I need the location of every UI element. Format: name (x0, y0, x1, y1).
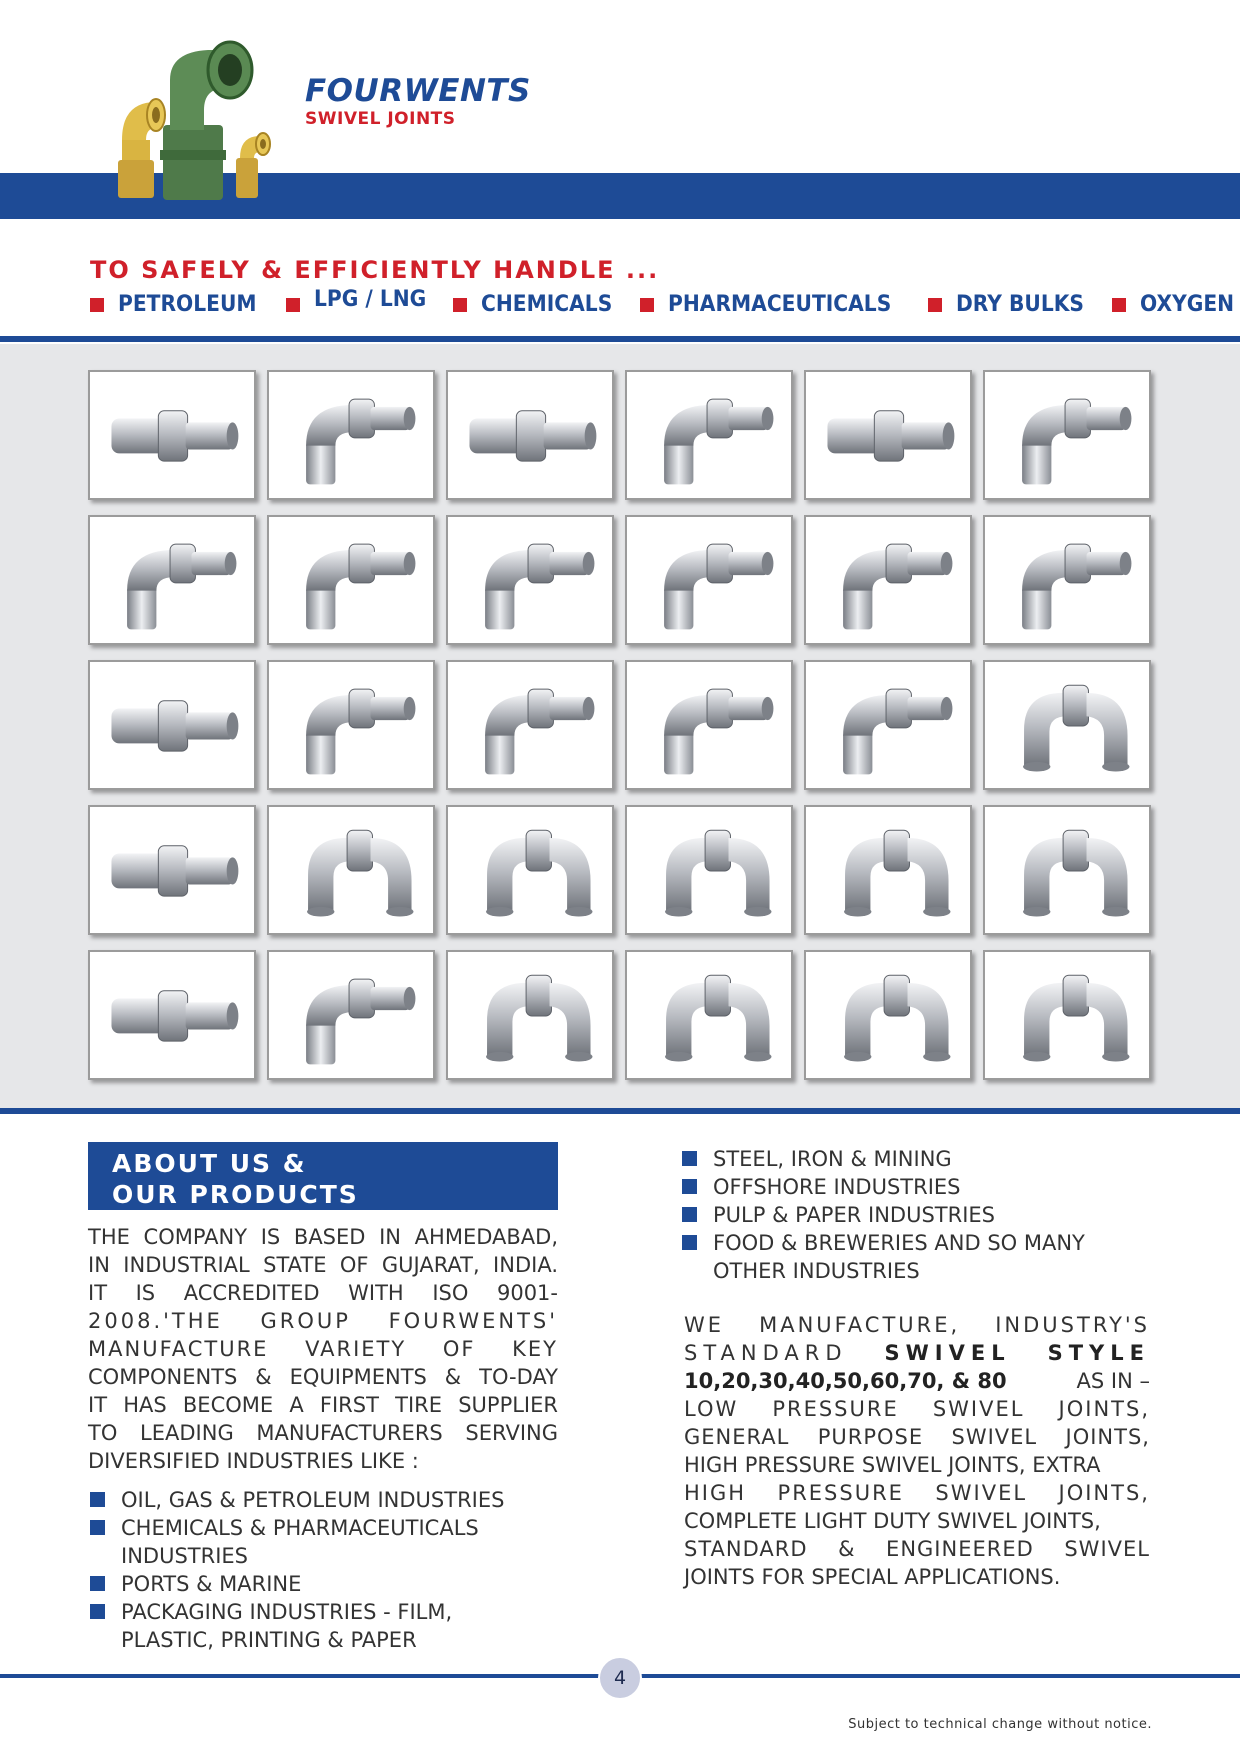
swivel-joint-image (806, 807, 970, 933)
bullet-square-icon (640, 298, 654, 312)
brand-subtitle: SWIVEL JOINTS (305, 109, 456, 129)
material-item: DRY BULKS (928, 292, 1095, 317)
product-thumbnail (88, 660, 256, 790)
product-thumbnail (267, 370, 435, 500)
material-item: PHARMACEUTICALS (640, 292, 911, 317)
product-thumbnail (983, 370, 1151, 500)
swivel-joint-image (627, 807, 791, 933)
bullet-square-icon (90, 1520, 105, 1535)
swivel-joint-image (985, 372, 1149, 498)
product-thumbnail (446, 805, 614, 935)
list-item: PULP & PAPER INDUSTRIES (682, 1201, 1152, 1229)
swivel-joint-image (985, 807, 1149, 933)
swivel-joint-image (627, 372, 791, 498)
product-thumbnail (446, 370, 614, 500)
page-number: 4 (598, 1656, 642, 1700)
about-title-line: OUR PRODUCTS (112, 1180, 359, 1209)
swivel-joint-image (269, 372, 433, 498)
swivel-joint-image (806, 517, 970, 643)
bullet-square-icon (682, 1151, 697, 1166)
product-thumbnail (983, 515, 1151, 645)
swivel-joint-image (806, 372, 970, 498)
bullet-square-icon (286, 298, 300, 312)
swivel-joint-image (448, 372, 612, 498)
product-thumbnail (446, 515, 614, 645)
list-item: STEEL, IRON & MINING (682, 1145, 1152, 1173)
swivel-joint-image (269, 662, 433, 788)
product-thumbnail (804, 660, 972, 790)
product-thumbnail (267, 660, 435, 790)
swivel-joint-image (269, 517, 433, 643)
swivel-joint-image (985, 952, 1149, 1078)
swivel-joint-image (806, 662, 970, 788)
material-item: CHEMICALS (453, 292, 624, 317)
swivel-joint-image (985, 662, 1149, 788)
disclaimer: Subject to technical change without notice. (848, 1717, 1152, 1732)
list-item: PACKAGING INDUSTRIES - FILM, PLASTIC, PRINTING & PAPER (90, 1598, 570, 1654)
product-thumbnail (983, 950, 1151, 1080)
bullet-square-icon (1112, 298, 1126, 312)
bullet-square-icon (682, 1207, 697, 1222)
list-item: FOOD & BREWERIES AND SO MANY OTHER INDUSTRIES (682, 1229, 1152, 1285)
brand-name: FOURWENTS (305, 73, 531, 109)
material-item: PETROLEUM (90, 292, 269, 317)
swivel-joint-image (90, 372, 254, 498)
product-thumbnail (804, 805, 972, 935)
product-thumbnail (625, 950, 793, 1080)
product-thumbnail (267, 805, 435, 935)
product-thumbnail (625, 660, 793, 790)
swivel-joint-image (448, 952, 612, 1078)
list-item: OFFSHORE INDUSTRIES (682, 1173, 1152, 1201)
product-thumbnail (983, 660, 1151, 790)
page-header (0, 0, 1240, 222)
swivel-joint-image (806, 952, 970, 1078)
swivel-joint-image (90, 807, 254, 933)
manufacture-paragraph: WE MANUFACTURE, INDUSTRY'S STANDARD SWIVEL STYLE 10,20,30,40,50,60,70, & 80 AS IN – LOW PRESSURE SWIVEL JOINTS, GENERAL PURPOSE SWIVEL JOINTS, HIGH PRESSURE SWIVEL JOINTS, EXTRA HIGH PRESSURE SWIVEL JOINTS, COMPLETE LIGHT DUTY SWIVEL JOINTS, STANDARD & ENGINEERED SWIVEL JOINTS FOR SPECIAL APPLICATIONS. (684, 1313, 1150, 1589)
product-thumbnail (804, 950, 972, 1080)
brand-logo (305, 73, 531, 129)
material-item: OXYGEN (1112, 292, 1240, 317)
industries-list-left (90, 1486, 570, 1654)
bullet-square-icon (928, 298, 942, 312)
swivel-joint-image (269, 952, 433, 1078)
about-title-line: ABOUT US & (112, 1149, 307, 1178)
swivel-joint-image (90, 517, 254, 643)
swivel-joint-image (448, 807, 612, 933)
bullet-square-icon (682, 1235, 697, 1250)
divider (0, 1108, 1240, 1114)
bullet-square-icon (90, 1492, 105, 1507)
swivel-joint-image (627, 662, 791, 788)
product-thumbnail (804, 515, 972, 645)
product-thumbnail (804, 370, 972, 500)
swivel-joint-image (448, 662, 612, 788)
industries-list-right (682, 1145, 1152, 1285)
product-thumbnail (446, 950, 614, 1080)
product-grid (88, 370, 1152, 1080)
list-item: OIL, GAS & PETROLEUM INDUSTRIES (90, 1486, 570, 1514)
swivel-joint-image (627, 952, 791, 1078)
bullet-square-icon (90, 1604, 105, 1619)
bullet-square-icon (682, 1179, 697, 1194)
swivel-joint-image (90, 952, 254, 1078)
header-product-image (108, 40, 298, 205)
handled-materials-list (90, 287, 1235, 317)
product-thumbnail (88, 805, 256, 935)
list-item: CHEMICALS & PHARMACEUTICALS INDUSTRIES (90, 1514, 570, 1570)
handle-title: TO SAFELY & EFFICIENTLY HANDLE ... (90, 256, 660, 284)
bullet-square-icon (90, 298, 104, 312)
product-thumbnail (625, 805, 793, 935)
product-thumbnail (88, 515, 256, 645)
swivel-joint-image (90, 662, 254, 788)
list-item: PORTS & MARINE (90, 1570, 570, 1598)
swivel-joint-image (627, 517, 791, 643)
product-thumbnail (88, 950, 256, 1080)
product-thumbnail (267, 515, 435, 645)
product-thumbnail (983, 805, 1151, 935)
product-thumbnail (625, 370, 793, 500)
divider (0, 336, 1240, 342)
material-item: LPG / LNG (286, 292, 436, 317)
product-thumbnail (446, 660, 614, 790)
swivel-joint-image (985, 517, 1149, 643)
product-thumbnail (88, 370, 256, 500)
product-thumbnail (267, 950, 435, 1080)
swivel-joint-image (448, 517, 612, 643)
swivel-joint-image (269, 807, 433, 933)
about-heading (88, 1142, 558, 1210)
about-paragraph: THE COMPANY IS BASED IN AHMEDABAD, IN INDUSTRIAL STATE OF GUJARAT, INDIA. IT IS ACCREDITED WITH ISO 9001- 2008.'THE GROUP FOURWENTS' MANUFACTURE VARIETY OF KEY COMPONENTS & EQUIPMENTS & TO-DAY IT HAS BECOME A FIRST TIRE SUPPLIER TO LEADING MANUFACTURERS SERVING DIVERSIFIED INDUSTRIES LIKE : (88, 1225, 558, 1473)
bullet-square-icon (90, 1576, 105, 1591)
bullet-square-icon (453, 298, 467, 312)
product-thumbnail (625, 515, 793, 645)
